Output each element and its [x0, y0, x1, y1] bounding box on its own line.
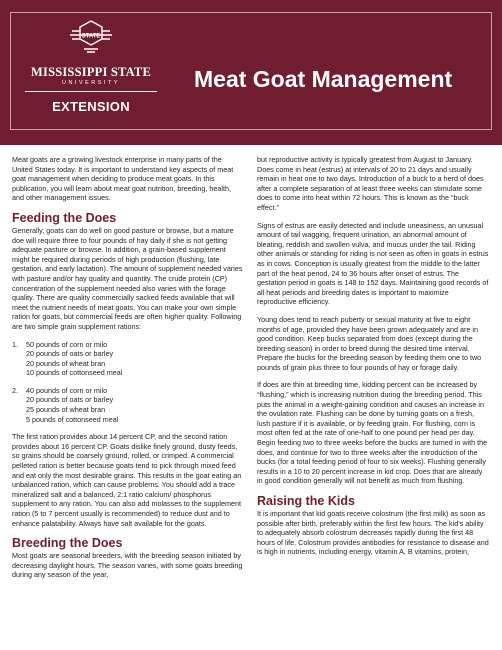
raising-heading: Raising the Kids: [257, 494, 355, 508]
intro-paragraph: Meat goats are a growing livestock enterprise in many parts of the United States today. It is important to understand key aspects of meat goat management when deciding to produce meat goats. In this publication, you will learn about meat goat nutrition, breeding, health, and other management issues.: [12, 155, 234, 203]
ration-line: 20 pounds of wheat bran: [26, 358, 106, 368]
feeding-heading: Feeding the Does: [12, 210, 117, 225]
ration-line: 5 pounds of cottonseed meal: [26, 414, 119, 424]
ration-1: [12, 340, 243, 378]
logo-university: UNIVERSITY: [61, 80, 120, 86]
msu-extension-logo: [21, 19, 161, 123]
ration-line: 10 pounds of cottonseed meal: [26, 368, 123, 378]
breeding-heading: Breeding the Does: [12, 536, 123, 551]
right-column: [257, 155, 489, 565]
flushing-paragraph: If does are thin at breeding time, kidding percent can be increased by “flushing,” which is increasing nutrition during the breeding period. This puts the animal in a weight-gaining condition and causes an increase in the ovulation rate. Flushing can be done by turning goats on a fresh, lush pasture if it is available, or by feeding grain. For flushing, corn is most often fed at the rate of one-half to one pound per head per day. Begin feeding two to three weeks before the bucks are turned in with the does, and continue for two to three weeks after the introduction of the bucks (for a total feeding period of four to six weeks). Flushing generally results in a 10 to 20 percent increase in kid crop. Does that are already in good condition generally will not benefit as much from flushing.: [257, 380, 488, 486]
breeding-paragraph: Most goats are seasonal breeders, with the breeding season initiated by decreasing daylight hours. The season varies, with some goats breeding during any season of the year,: [12, 551, 243, 580]
logo-extension: EXTENSION: [52, 99, 130, 114]
colostrum-paragraph: It is important that kid goats receive colostrum (the first milk) as soon as possible after birth, preferably within the first few hours. The kid’s ability to adequately absorb colostrum decreases rapidly during the first 48 hours of life. Colostrum provides antibodies for resistance to disease and is high in nutrients, including energy, vitamin A, B vitamins, protein,: [257, 509, 489, 557]
header-border: [10, 12, 492, 130]
ration-details-paragraph: The first ration provides about 14 percent CP, and the second ration provides about 16 percent CP. Goats dislike finely ground, dusty feeds, so grains should be coarsely ground, rolled, or crimped. A commercial pelleted ration is better because goats tend to pick through mixed feed and eat only the most desirable grains. This results in the goat eating an unbalanced ration, which can cause problems. You should add a trace mineralized salt and a balanced, 2:1 ratio calcium/ phosphorus supplement to any ration. You can also add molasses to the supplement ration (5 to 7 percent usually is recommended) to reduce dust and to enhance palatability. Always have salt available for the goats.: [12, 432, 242, 528]
puberty-paragraph: Young does tend to reach puberty or sexual maturity at five to eight months of age, provided they have been grown adequately and are in good condition. Keep bucks separated from does (except during the breeding season) in order to breed during the desired time interval. Prepare the bucks for the breeding season by feeding them one to two pounds of grain plus three to four pounds of hay or forage daily.: [257, 314, 482, 372]
state-seal-icon: [66, 19, 116, 55]
svg-text:STATE: STATE: [81, 33, 101, 40]
ration-number: 1.: [12, 339, 18, 349]
feeding-paragraph: Generally, goats can do well on good pasture or browse, but a mature doe will require three to four pounds of hay daily if she is not getting adequate pasture or browse. In addition, a grain-based supplement might be required during periods of high production (flushing, late gestation, and early lactation). The amount of supplement needed varies with pasture and/or hay quality and quantity. The crude protein (CP) concentration of the supplement needed also varies with the forage quality. There are quality commercially sacked feeds available that will meet the nutrient needs of meat goats. You can make your own simple ration for goats, but commercial feeds are often higher quality. Following are two simple grain supplement rations:: [12, 225, 243, 331]
logo-name: MISSISSIPPI STATE: [31, 65, 151, 79]
header-banner: [0, 0, 502, 145]
logo-divider: [25, 91, 157, 92]
ration-line: 50 pounds of corn or milo: [26, 339, 108, 349]
ration-line: 20 pounds of oats or barley: [26, 395, 114, 405]
breeding-season-paragraph: but reproductive activity is typically greatest from August to January. Does come in heat (estrus) at intervals of 20 to 21 days and usually remain in heat one to two days. Introduction of a buck to a herd of does after a complete separation of at least three weeks can stimulate some does to come into heat within 72 hours. This is known as the “buck effect.”: [257, 155, 484, 212]
ration-number: 2.: [12, 385, 18, 395]
ration-2: [12, 386, 243, 424]
rations-list: [12, 340, 243, 425]
left-column: [12, 155, 243, 588]
ration-line: 20 pounds of oats or barley: [26, 349, 114, 359]
ration-line: 40 pounds of corn or milo: [26, 385, 108, 395]
ration-line: 25 pounds of wheat bran: [26, 405, 106, 415]
page-title: Meat Goat Management: [194, 66, 453, 92]
estrus-paragraph: Signs of estrus are easily detected and include uneasiness, an unusual amount of tail wagging, frequent urination, an abnormal amount of bleating, reddish and swollen vulva, and mucus under the tail. Riding other animals or standing for riding is not seen as often in goats in estrus as in cows. Conception is usually greatest from the middle to the latter part of the heat period, 24 to 36 hours after onset of estrus. The gestation period in goats is 148 to 152 days. Maintaining good records of all heat periods and breeding dates is important to maximize reproductive efficiency.: [257, 220, 489, 307]
